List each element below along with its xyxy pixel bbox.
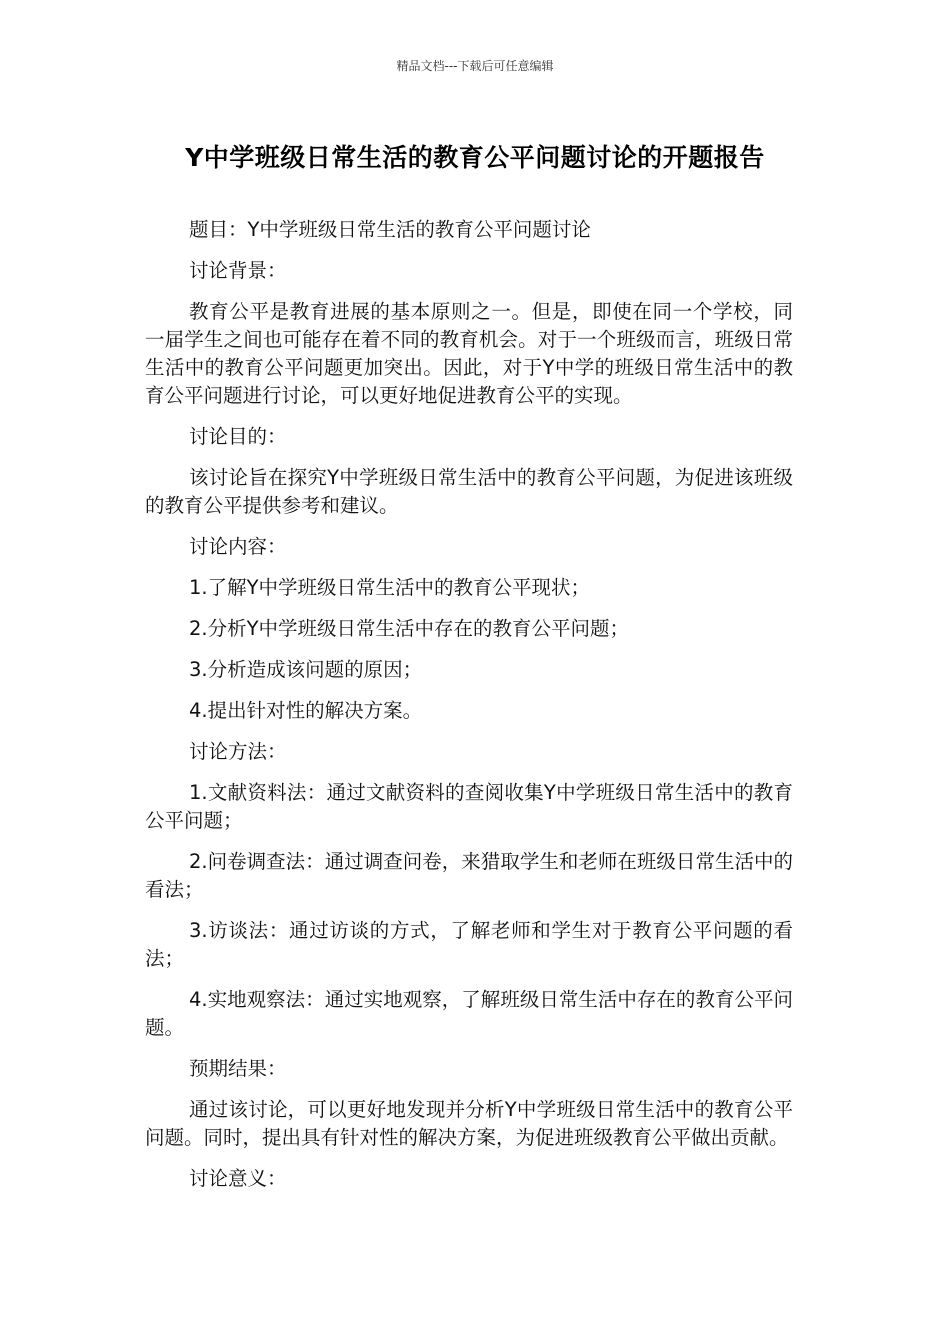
list-item-method: 3.访谈法：通过访谈的方式，了解老师和学生对于教育公平问题的看法； bbox=[145, 919, 793, 970]
list-item-content: 2.分析Y中学班级日常生活中存在的教育公平问题； bbox=[189, 617, 630, 640]
heading-background: 讨论背景： bbox=[189, 259, 287, 282]
list-item-method: 2.问卷调查法：通过调查问卷，来猎取学生和老师在班级日常生活中的看法； bbox=[145, 850, 793, 901]
paragraph-purpose: 该讨论旨在探究Y中学班级日常生活中的教育公平问题，为促进该班级的教育公平提供参考和建议。 bbox=[145, 466, 793, 517]
paragraph-topic: 题目：Y中学班级日常生活的教育公平问题讨论 bbox=[189, 218, 591, 241]
list-item-content: 1.了解Y中学班级日常生活中的教育公平现状； bbox=[189, 576, 591, 599]
paragraph-background: 教育公平是教育进展的基本原则之一。但是，即使在同一个学校，同一届学生之间也可能存在着不同的教育机会。对于一个班级而言，班级日常生活中的教育公平问题更加突出。因此，对于Y中学的班级日常生活中的教育公平问题进行讨论，可以更好地促进教育公平的实现。 bbox=[145, 300, 793, 407]
list-item-content: 4.提出针对性的解决方案。 bbox=[189, 699, 423, 722]
heading-purpose: 讨论目的： bbox=[189, 425, 287, 448]
paragraph-expected-results: 通过该讨论，可以更好地发现并分析Y中学班级日常生活中的教育公平问题。同时，提出具有针对性的解决方案，为促进班级教育公平做出贡献。 bbox=[145, 1098, 793, 1149]
heading-expected-results: 预期结果： bbox=[189, 1057, 287, 1080]
list-item-method: 4.实地观察法：通过实地观察，了解班级日常生活中存在的教育公平问题。 bbox=[145, 988, 793, 1039]
list-item-content: 3.分析造成该问题的原因； bbox=[189, 658, 423, 681]
document-title: Y中学班级日常生活的教育公平问题讨论的开题报告 bbox=[185, 143, 765, 172]
heading-content: 讨论内容： bbox=[189, 535, 287, 558]
list-item-method: 1.文献资料法：通过文献资料的查阅收集Y中学班级日常生活中的教育公平问题； bbox=[145, 781, 793, 832]
header-note: 精品文档---下载后可任意编辑 bbox=[396, 59, 554, 73]
document-body bbox=[145, 216, 793, 1206]
heading-methods: 讨论方法： bbox=[189, 740, 287, 763]
heading-significance: 讨论意义： bbox=[189, 1167, 287, 1190]
